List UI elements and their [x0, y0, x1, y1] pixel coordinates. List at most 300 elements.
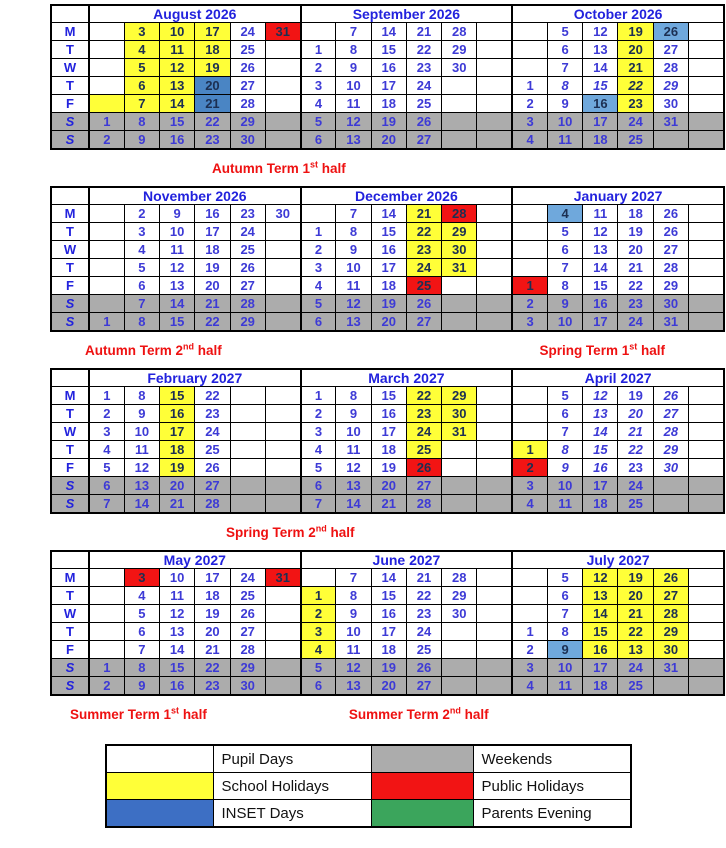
- date-cell: 19: [371, 113, 406, 131]
- date-cell: 12: [336, 295, 371, 313]
- date-cell: [301, 23, 336, 41]
- date-cell: 18: [195, 587, 230, 605]
- date-cell: 11: [336, 641, 371, 659]
- date-cell: [89, 205, 124, 223]
- date-cell: 21: [406, 569, 441, 587]
- date-cell: 13: [160, 623, 195, 641]
- legend-label: Weekends: [473, 745, 631, 773]
- month-header: April 2027: [512, 369, 724, 387]
- date-cell: 30: [230, 131, 265, 150]
- date-cell: 1: [301, 223, 336, 241]
- calendar-quarter-table: [50, 550, 725, 696]
- date-cell: 27: [230, 77, 265, 95]
- date-cell: 16: [371, 405, 406, 423]
- date-cell: 7: [547, 605, 582, 623]
- date-cell: 15: [371, 223, 406, 241]
- date-cell: 19: [160, 459, 195, 477]
- date-cell: 21: [618, 605, 653, 623]
- date-cell: [301, 205, 336, 223]
- day-letter: T: [51, 223, 89, 241]
- date-cell: 4: [301, 277, 336, 295]
- date-cell: [689, 587, 724, 605]
- date-cell: [89, 241, 124, 259]
- date-cell: 19: [371, 659, 406, 677]
- term-label: Summer Term 2nd half: [348, 705, 489, 722]
- date-cell: [653, 677, 688, 696]
- date-cell: [89, 23, 124, 41]
- legend-swatch: [371, 745, 473, 773]
- date-cell: 21: [195, 641, 230, 659]
- date-cell: 22: [618, 77, 653, 95]
- date-cell: 5: [547, 223, 582, 241]
- date-cell: 6: [124, 77, 159, 95]
- date-cell: [89, 223, 124, 241]
- date-cell: 15: [160, 387, 195, 405]
- date-cell: 3: [124, 223, 159, 241]
- date-cell: 27: [653, 405, 688, 423]
- date-cell: [89, 605, 124, 623]
- day-letter: S: [51, 313, 89, 332]
- date-cell: [442, 641, 477, 659]
- date-cell: 11: [160, 587, 195, 605]
- date-cell: 14: [160, 295, 195, 313]
- date-cell: [265, 623, 300, 641]
- date-cell: 10: [547, 659, 582, 677]
- date-cell: [265, 641, 300, 659]
- date-cell: 3: [512, 113, 547, 131]
- legend-swatch: [106, 773, 213, 800]
- day-letter: S: [51, 495, 89, 514]
- date-cell: [230, 495, 265, 514]
- date-cell: 14: [583, 605, 618, 623]
- date-cell: 12: [583, 223, 618, 241]
- date-cell: [689, 405, 724, 423]
- date-cell: 18: [618, 205, 653, 223]
- date-cell: 7: [89, 495, 124, 514]
- date-cell: [89, 259, 124, 277]
- legend-swatch: [371, 773, 473, 800]
- date-cell: 12: [160, 259, 195, 277]
- date-cell: 1: [301, 587, 336, 605]
- date-cell: 11: [547, 495, 582, 514]
- date-cell: 25: [618, 677, 653, 696]
- date-cell: 10: [547, 477, 582, 495]
- date-cell: 19: [618, 387, 653, 405]
- date-cell: [89, 77, 124, 95]
- date-cell: 7: [301, 495, 336, 514]
- date-cell: 16: [160, 677, 195, 696]
- legend-table: [105, 744, 632, 828]
- date-cell: 22: [406, 587, 441, 605]
- date-cell: 8: [547, 277, 582, 295]
- date-cell: 25: [406, 95, 441, 113]
- date-cell: 24: [618, 477, 653, 495]
- day-letter: T: [51, 259, 89, 277]
- date-cell: 23: [230, 205, 265, 223]
- date-cell: 24: [230, 569, 265, 587]
- date-cell: 3: [512, 659, 547, 677]
- date-cell: 10: [547, 313, 582, 332]
- date-cell: 25: [230, 587, 265, 605]
- date-cell: [689, 641, 724, 659]
- date-cell: [689, 223, 724, 241]
- date-cell: 1: [512, 77, 547, 95]
- date-cell: 25: [406, 277, 441, 295]
- date-cell: 13: [583, 587, 618, 605]
- date-cell: [442, 77, 477, 95]
- date-cell: [477, 313, 512, 332]
- date-cell: 22: [195, 113, 230, 131]
- date-cell: 16: [583, 95, 618, 113]
- date-cell: 23: [406, 59, 441, 77]
- date-cell: 5: [301, 459, 336, 477]
- date-cell: 30: [653, 95, 688, 113]
- date-cell: 13: [160, 77, 195, 95]
- term-label: Summer Term 1st half: [70, 705, 207, 722]
- date-cell: [477, 587, 512, 605]
- date-cell: [230, 441, 265, 459]
- date-cell: 6: [301, 477, 336, 495]
- date-cell: 2: [301, 59, 336, 77]
- date-cell: 23: [406, 605, 441, 623]
- date-cell: 20: [618, 587, 653, 605]
- date-cell: [265, 59, 300, 77]
- date-cell: 7: [336, 205, 371, 223]
- date-cell: 8: [336, 41, 371, 59]
- date-cell: 2: [512, 95, 547, 113]
- date-cell: [512, 387, 547, 405]
- date-cell: [265, 277, 300, 295]
- date-cell: 13: [618, 641, 653, 659]
- date-cell: 24: [230, 23, 265, 41]
- date-cell: 9: [336, 405, 371, 423]
- date-cell: 4: [301, 641, 336, 659]
- date-cell: 9: [547, 95, 582, 113]
- date-cell: 14: [371, 23, 406, 41]
- date-cell: 9: [124, 677, 159, 696]
- date-cell: 22: [195, 313, 230, 332]
- date-cell: 1: [301, 41, 336, 59]
- date-cell: 29: [653, 623, 688, 641]
- date-cell: [477, 605, 512, 623]
- date-cell: [512, 23, 547, 41]
- date-cell: 24: [195, 423, 230, 441]
- date-cell: 9: [547, 641, 582, 659]
- date-cell: 28: [442, 205, 477, 223]
- day-letter: T: [51, 441, 89, 459]
- date-cell: 9: [124, 131, 159, 150]
- term-label: Spring Term 2nd half: [226, 523, 355, 540]
- date-cell: [477, 113, 512, 131]
- date-cell: [689, 569, 724, 587]
- date-cell: 14: [371, 205, 406, 223]
- date-cell: 4: [89, 441, 124, 459]
- date-cell: 23: [618, 295, 653, 313]
- date-cell: [442, 677, 477, 696]
- date-cell: 25: [230, 41, 265, 59]
- date-cell: 7: [124, 295, 159, 313]
- date-cell: 28: [442, 569, 477, 587]
- date-cell: 19: [371, 459, 406, 477]
- date-cell: [442, 623, 477, 641]
- date-cell: 17: [195, 23, 230, 41]
- date-cell: [442, 659, 477, 677]
- date-cell: 4: [512, 495, 547, 514]
- date-cell: 17: [371, 423, 406, 441]
- date-cell: [442, 95, 477, 113]
- date-cell: 3: [124, 23, 159, 41]
- date-cell: [689, 423, 724, 441]
- date-cell: [442, 113, 477, 131]
- date-cell: [689, 277, 724, 295]
- date-cell: 20: [371, 313, 406, 332]
- date-cell: [89, 587, 124, 605]
- date-cell: [689, 477, 724, 495]
- legend-swatch: [106, 800, 213, 828]
- date-cell: 13: [336, 131, 371, 150]
- date-cell: 6: [547, 587, 582, 605]
- date-cell: [442, 441, 477, 459]
- date-cell: [689, 259, 724, 277]
- date-cell: 6: [301, 313, 336, 332]
- day-letter: T: [51, 77, 89, 95]
- date-cell: 15: [160, 313, 195, 332]
- date-cell: 1: [512, 441, 547, 459]
- date-cell: [512, 223, 547, 241]
- day-letter: T: [51, 623, 89, 641]
- date-cell: 31: [653, 659, 688, 677]
- date-cell: 18: [160, 441, 195, 459]
- date-cell: 26: [230, 605, 265, 623]
- date-cell: 22: [618, 623, 653, 641]
- date-cell: [265, 41, 300, 59]
- date-cell: 18: [371, 277, 406, 295]
- date-cell: 6: [301, 131, 336, 150]
- date-cell: 24: [618, 659, 653, 677]
- date-cell: 18: [371, 441, 406, 459]
- date-cell: [689, 59, 724, 77]
- date-cell: 26: [406, 295, 441, 313]
- date-cell: [265, 677, 300, 696]
- date-cell: 22: [406, 223, 441, 241]
- date-cell: 17: [583, 113, 618, 131]
- date-cell: 13: [583, 41, 618, 59]
- date-cell: 21: [618, 423, 653, 441]
- date-cell: 31: [442, 423, 477, 441]
- date-cell: [653, 477, 688, 495]
- date-cell: 15: [583, 277, 618, 295]
- date-cell: 22: [406, 41, 441, 59]
- date-cell: 4: [512, 677, 547, 696]
- day-letter: S: [51, 295, 89, 313]
- date-cell: 17: [583, 659, 618, 677]
- date-cell: 30: [653, 295, 688, 313]
- date-cell: 29: [442, 387, 477, 405]
- date-cell: 1: [89, 659, 124, 677]
- corner-cell: [51, 551, 89, 569]
- date-cell: [442, 495, 477, 514]
- calendar-quarter-table: [50, 368, 725, 514]
- date-cell: 2: [301, 405, 336, 423]
- date-cell: 14: [336, 495, 371, 514]
- legend-label: Parents Evening: [473, 800, 631, 828]
- date-cell: 2: [124, 205, 159, 223]
- date-cell: 20: [371, 677, 406, 696]
- date-cell: 21: [618, 259, 653, 277]
- date-cell: 12: [336, 659, 371, 677]
- date-cell: 28: [653, 423, 688, 441]
- date-cell: [477, 223, 512, 241]
- date-cell: 21: [160, 495, 195, 514]
- date-cell: 28: [230, 295, 265, 313]
- date-cell: [477, 459, 512, 477]
- date-cell: [477, 441, 512, 459]
- date-cell: [89, 95, 124, 113]
- date-cell: 27: [406, 131, 441, 150]
- month-header: September 2026: [301, 5, 513, 23]
- date-cell: 1: [89, 387, 124, 405]
- date-cell: 15: [583, 441, 618, 459]
- date-cell: 29: [230, 313, 265, 332]
- date-cell: 27: [653, 587, 688, 605]
- date-cell: 18: [371, 95, 406, 113]
- date-cell: 3: [301, 77, 336, 95]
- date-cell: [442, 477, 477, 495]
- date-cell: 26: [230, 59, 265, 77]
- date-cell: [512, 569, 547, 587]
- date-cell: [477, 387, 512, 405]
- date-cell: 25: [618, 131, 653, 150]
- date-cell: 1: [512, 623, 547, 641]
- day-letter: T: [51, 41, 89, 59]
- date-cell: 6: [89, 477, 124, 495]
- day-letter: F: [51, 641, 89, 659]
- day-letter: S: [51, 659, 89, 677]
- date-cell: 8: [547, 623, 582, 641]
- date-cell: 10: [160, 569, 195, 587]
- date-cell: 19: [195, 259, 230, 277]
- date-cell: 11: [583, 205, 618, 223]
- date-cell: 5: [547, 23, 582, 41]
- date-cell: 2: [89, 405, 124, 423]
- day-letter: T: [51, 587, 89, 605]
- calendar-quarter-table: [50, 4, 725, 150]
- day-letter: W: [51, 59, 89, 77]
- date-cell: 19: [195, 605, 230, 623]
- date-cell: [689, 23, 724, 41]
- date-cell: 4: [301, 95, 336, 113]
- month-header: June 2027: [301, 551, 513, 569]
- date-cell: 9: [336, 241, 371, 259]
- date-cell: 29: [230, 659, 265, 677]
- date-cell: 17: [195, 569, 230, 587]
- date-cell: 24: [406, 423, 441, 441]
- date-cell: 28: [230, 95, 265, 113]
- date-cell: 28: [653, 605, 688, 623]
- date-cell: 16: [160, 405, 195, 423]
- date-cell: 15: [371, 387, 406, 405]
- date-cell: 4: [124, 41, 159, 59]
- date-cell: [265, 477, 300, 495]
- legend-swatch: [106, 745, 213, 773]
- term-labels-row: [50, 514, 726, 550]
- date-cell: 5: [547, 569, 582, 587]
- date-cell: 5: [301, 113, 336, 131]
- date-cell: [689, 623, 724, 641]
- day-letter: S: [51, 677, 89, 696]
- date-cell: 23: [618, 459, 653, 477]
- date-cell: [512, 59, 547, 77]
- date-cell: 20: [160, 477, 195, 495]
- date-cell: [689, 659, 724, 677]
- date-cell: 30: [653, 459, 688, 477]
- date-cell: [265, 441, 300, 459]
- day-letter: F: [51, 277, 89, 295]
- date-cell: [89, 295, 124, 313]
- corner-cell: [51, 369, 89, 387]
- day-letter: W: [51, 423, 89, 441]
- date-cell: 20: [371, 131, 406, 150]
- day-letter: M: [51, 569, 89, 587]
- date-cell: 26: [653, 205, 688, 223]
- date-cell: 27: [406, 677, 441, 696]
- date-cell: 28: [442, 23, 477, 41]
- date-cell: 15: [371, 587, 406, 605]
- date-cell: 15: [371, 41, 406, 59]
- date-cell: 3: [301, 259, 336, 277]
- date-cell: [265, 495, 300, 514]
- date-cell: 30: [442, 605, 477, 623]
- date-cell: 29: [230, 113, 265, 131]
- date-cell: [512, 423, 547, 441]
- date-cell: 22: [195, 659, 230, 677]
- date-cell: [442, 459, 477, 477]
- date-cell: 11: [336, 277, 371, 295]
- date-cell: 15: [583, 77, 618, 95]
- date-cell: 10: [336, 259, 371, 277]
- date-cell: 25: [406, 441, 441, 459]
- corner-cell: [51, 187, 89, 205]
- date-cell: 24: [406, 623, 441, 641]
- date-cell: [477, 495, 512, 514]
- date-cell: 6: [124, 277, 159, 295]
- date-cell: [512, 605, 547, 623]
- date-cell: 1: [89, 113, 124, 131]
- date-cell: 26: [406, 459, 441, 477]
- date-cell: 4: [124, 241, 159, 259]
- date-cell: 11: [160, 41, 195, 59]
- date-cell: 17: [583, 477, 618, 495]
- date-cell: 30: [442, 241, 477, 259]
- date-cell: 31: [265, 569, 300, 587]
- date-cell: [477, 131, 512, 150]
- month-header: October 2026: [512, 5, 724, 23]
- date-cell: [689, 313, 724, 332]
- date-cell: 10: [160, 223, 195, 241]
- date-cell: 23: [618, 95, 653, 113]
- date-cell: 18: [195, 41, 230, 59]
- date-cell: 17: [371, 259, 406, 277]
- day-letter: W: [51, 605, 89, 623]
- date-cell: [230, 423, 265, 441]
- date-cell: [265, 459, 300, 477]
- date-cell: [689, 95, 724, 113]
- date-cell: 28: [195, 495, 230, 514]
- date-cell: [230, 405, 265, 423]
- date-cell: [689, 241, 724, 259]
- date-cell: 30: [230, 677, 265, 696]
- date-cell: [512, 405, 547, 423]
